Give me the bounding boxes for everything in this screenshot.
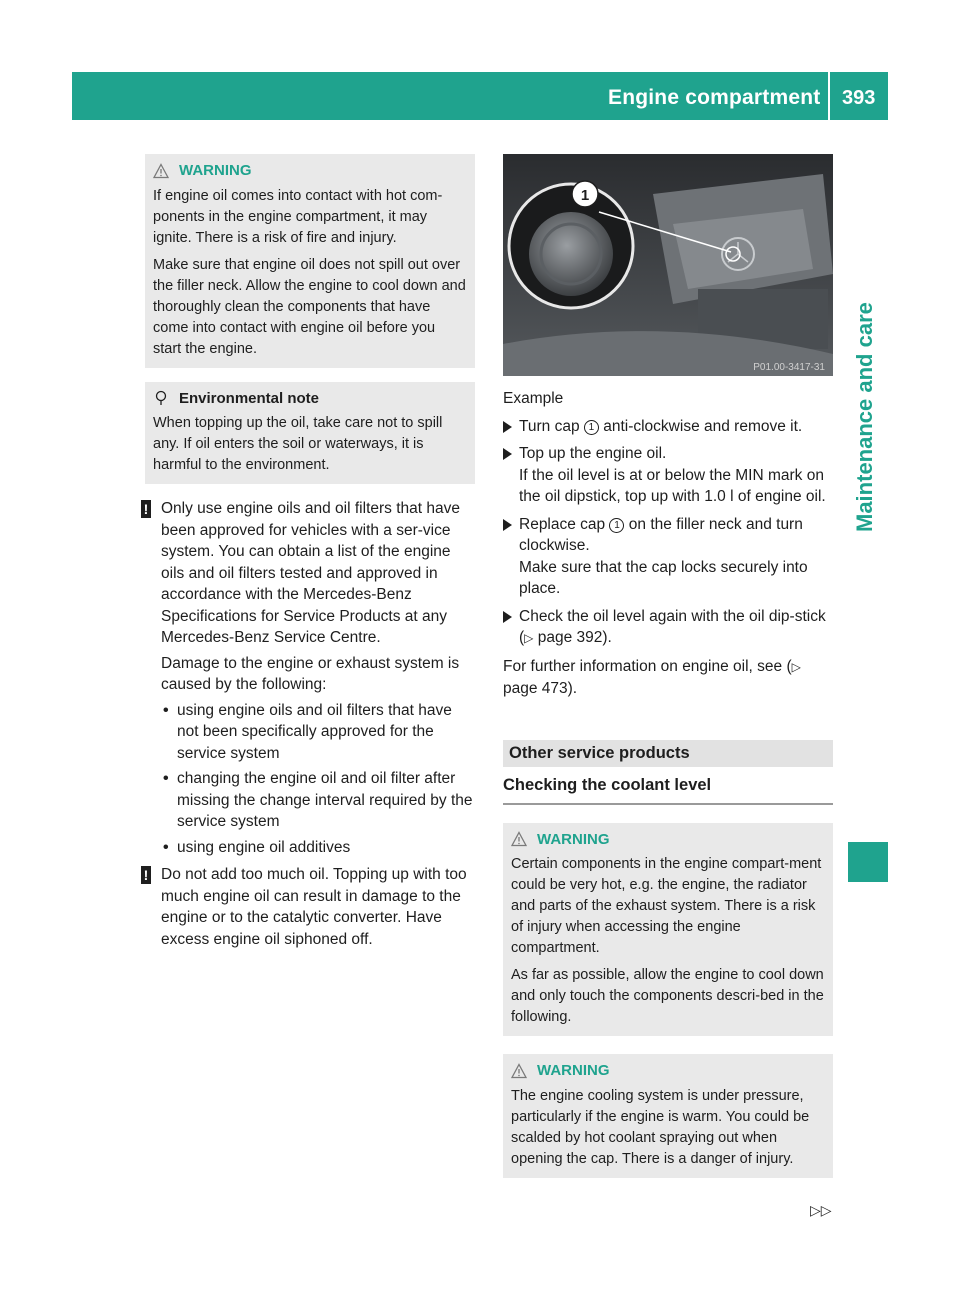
callout-number-icon: 1 [584, 420, 599, 435]
step-arrow-icon [503, 519, 512, 531]
engine-photo-illustration [503, 154, 833, 376]
photo-reference-code: P01.00-3417-31 [753, 362, 825, 373]
environmental-note-text: When topping up the oil, take care not to spill any. If oil enters the soil or waterways, it is harmful to the environment. [153, 415, 443, 473]
instruction-step [503, 416, 833, 438]
list-item: • using engine oils and oil filters that have not been specifically approved for the service system [161, 700, 475, 765]
continued-arrows-icon: ▷▷ [810, 1202, 832, 1218]
warning-text: If engine oil comes into contact with hot com-ponents in the engine compartment, it may ignite. There is a risk of fire and injury. [153, 187, 443, 246]
page-title: Engine compartment [608, 86, 821, 109]
warning-title: WARNING [537, 1062, 610, 1079]
step-text: Replace cap [519, 515, 610, 533]
list-item: • changing the engine oil and oil filter after missing the change interval required by the service system [161, 768, 475, 833]
lightbulb-icon [153, 390, 169, 406]
step-detail: Make sure that the cap locks securely into place. [519, 558, 808, 597]
step-text: Turn cap [519, 417, 584, 435]
photo-callout-number: 1 [580, 187, 590, 204]
subsection-title: Checking the coolant level [503, 775, 833, 805]
step-arrow-icon [503, 611, 512, 623]
warning-text: The engine cooling system is under pressure, particularly if the engine is warm. You could be scalded by hot coolant spraying out when opening the cap. There is a danger of injury. [511, 1087, 810, 1167]
note-text: Only use engine oils and oil filters that have been approved for vehicles with a ser-vice system. You can obtain a list of the engine oils and oil filters tested and approved in accordance with the Mercedes-Benz Specifications for Service Products at any Mercedes-Benz Service Centre. [161, 500, 460, 646]
note-approved-oils [141, 498, 475, 858]
page-reference-link[interactable]: page 392). [533, 629, 612, 646]
step-detail: If the oil level is at or below the MIN mark on the oil dipstick, top up with 1.0 l of engine oil. [519, 466, 826, 505]
warning-triangle-icon [153, 163, 169, 179]
note-text: Damage to the engine or exhaust system is caused by the following: [161, 654, 460, 693]
instruction-step [503, 443, 833, 508]
warning-text: Certain components in the engine compart-ment could be very hot, e.g. the engine, the radiator and parts of the exhaust system. There is a risk of injury when accessing the engine compartment. [511, 856, 822, 956]
left-column [145, 154, 475, 954]
environmental-note-title: Environmental note [179, 389, 320, 407]
warning-title: WARNING [179, 162, 252, 179]
note-text: Do not add too much oil. Topping up with too much engine oil can result in damage to the engine or to the catalytic converter. Have excess engine oil siphoned off. [161, 866, 467, 948]
page-reference-icon: ▷ [791, 659, 801, 674]
further-info-lead: For further information on engine oil, see ( [503, 657, 792, 675]
step-text: on the filler neck and turn clockwise. [519, 515, 803, 554]
warning-box-hot-components [503, 823, 833, 1037]
step-text: anti-clockwise and remove it. [598, 417, 803, 435]
page-number: 393 [842, 87, 876, 109]
step-arrow-icon [503, 448, 512, 460]
warning-box-engine-oil-fire [145, 154, 475, 368]
exclamation-icon: ! [141, 866, 151, 884]
warning-triangle-icon [511, 1063, 527, 1079]
page-reference-icon: ▷ [524, 631, 534, 645]
instruction-step [503, 514, 833, 600]
further-info-text [503, 656, 833, 700]
step-text: Check the oil level again with the oil dip-stick ( [519, 607, 826, 646]
instruction-step [503, 606, 833, 650]
list-item: • using engine oil additives [161, 837, 475, 859]
step-text: Top up the engine oil. [519, 445, 667, 462]
exclamation-icon: ! [141, 500, 151, 518]
warning-text: Make sure that engine oil does not spill out over the filler neck. Allow the engine to cool down and thoroughly clean the components that have come into contact with engine oil before you start the engine. [153, 256, 466, 357]
step-arrow-icon [503, 421, 512, 433]
chapter-tab-label: Maintenance and care [852, 302, 877, 532]
environmental-note-box [145, 382, 475, 485]
header-divider [828, 72, 830, 120]
page-reference-link[interactable]: page 473). [503, 680, 578, 697]
photo-caption: Example [503, 390, 564, 407]
right-column [503, 154, 833, 1192]
warning-text: As far as possible, allow the engine to cool down and only touch the components descri-bed in the following. [511, 967, 824, 1025]
warning-box-coolant-pressure [503, 1054, 833, 1178]
warning-triangle-icon [511, 831, 527, 847]
engine-compartment-photo [503, 154, 833, 376]
note-overfill [141, 864, 475, 950]
warning-title: WARNING [537, 830, 610, 848]
callout-number-icon: 1 [609, 518, 624, 533]
section-title: Other service products [503, 740, 833, 768]
chapter-tab-marker [848, 842, 888, 882]
